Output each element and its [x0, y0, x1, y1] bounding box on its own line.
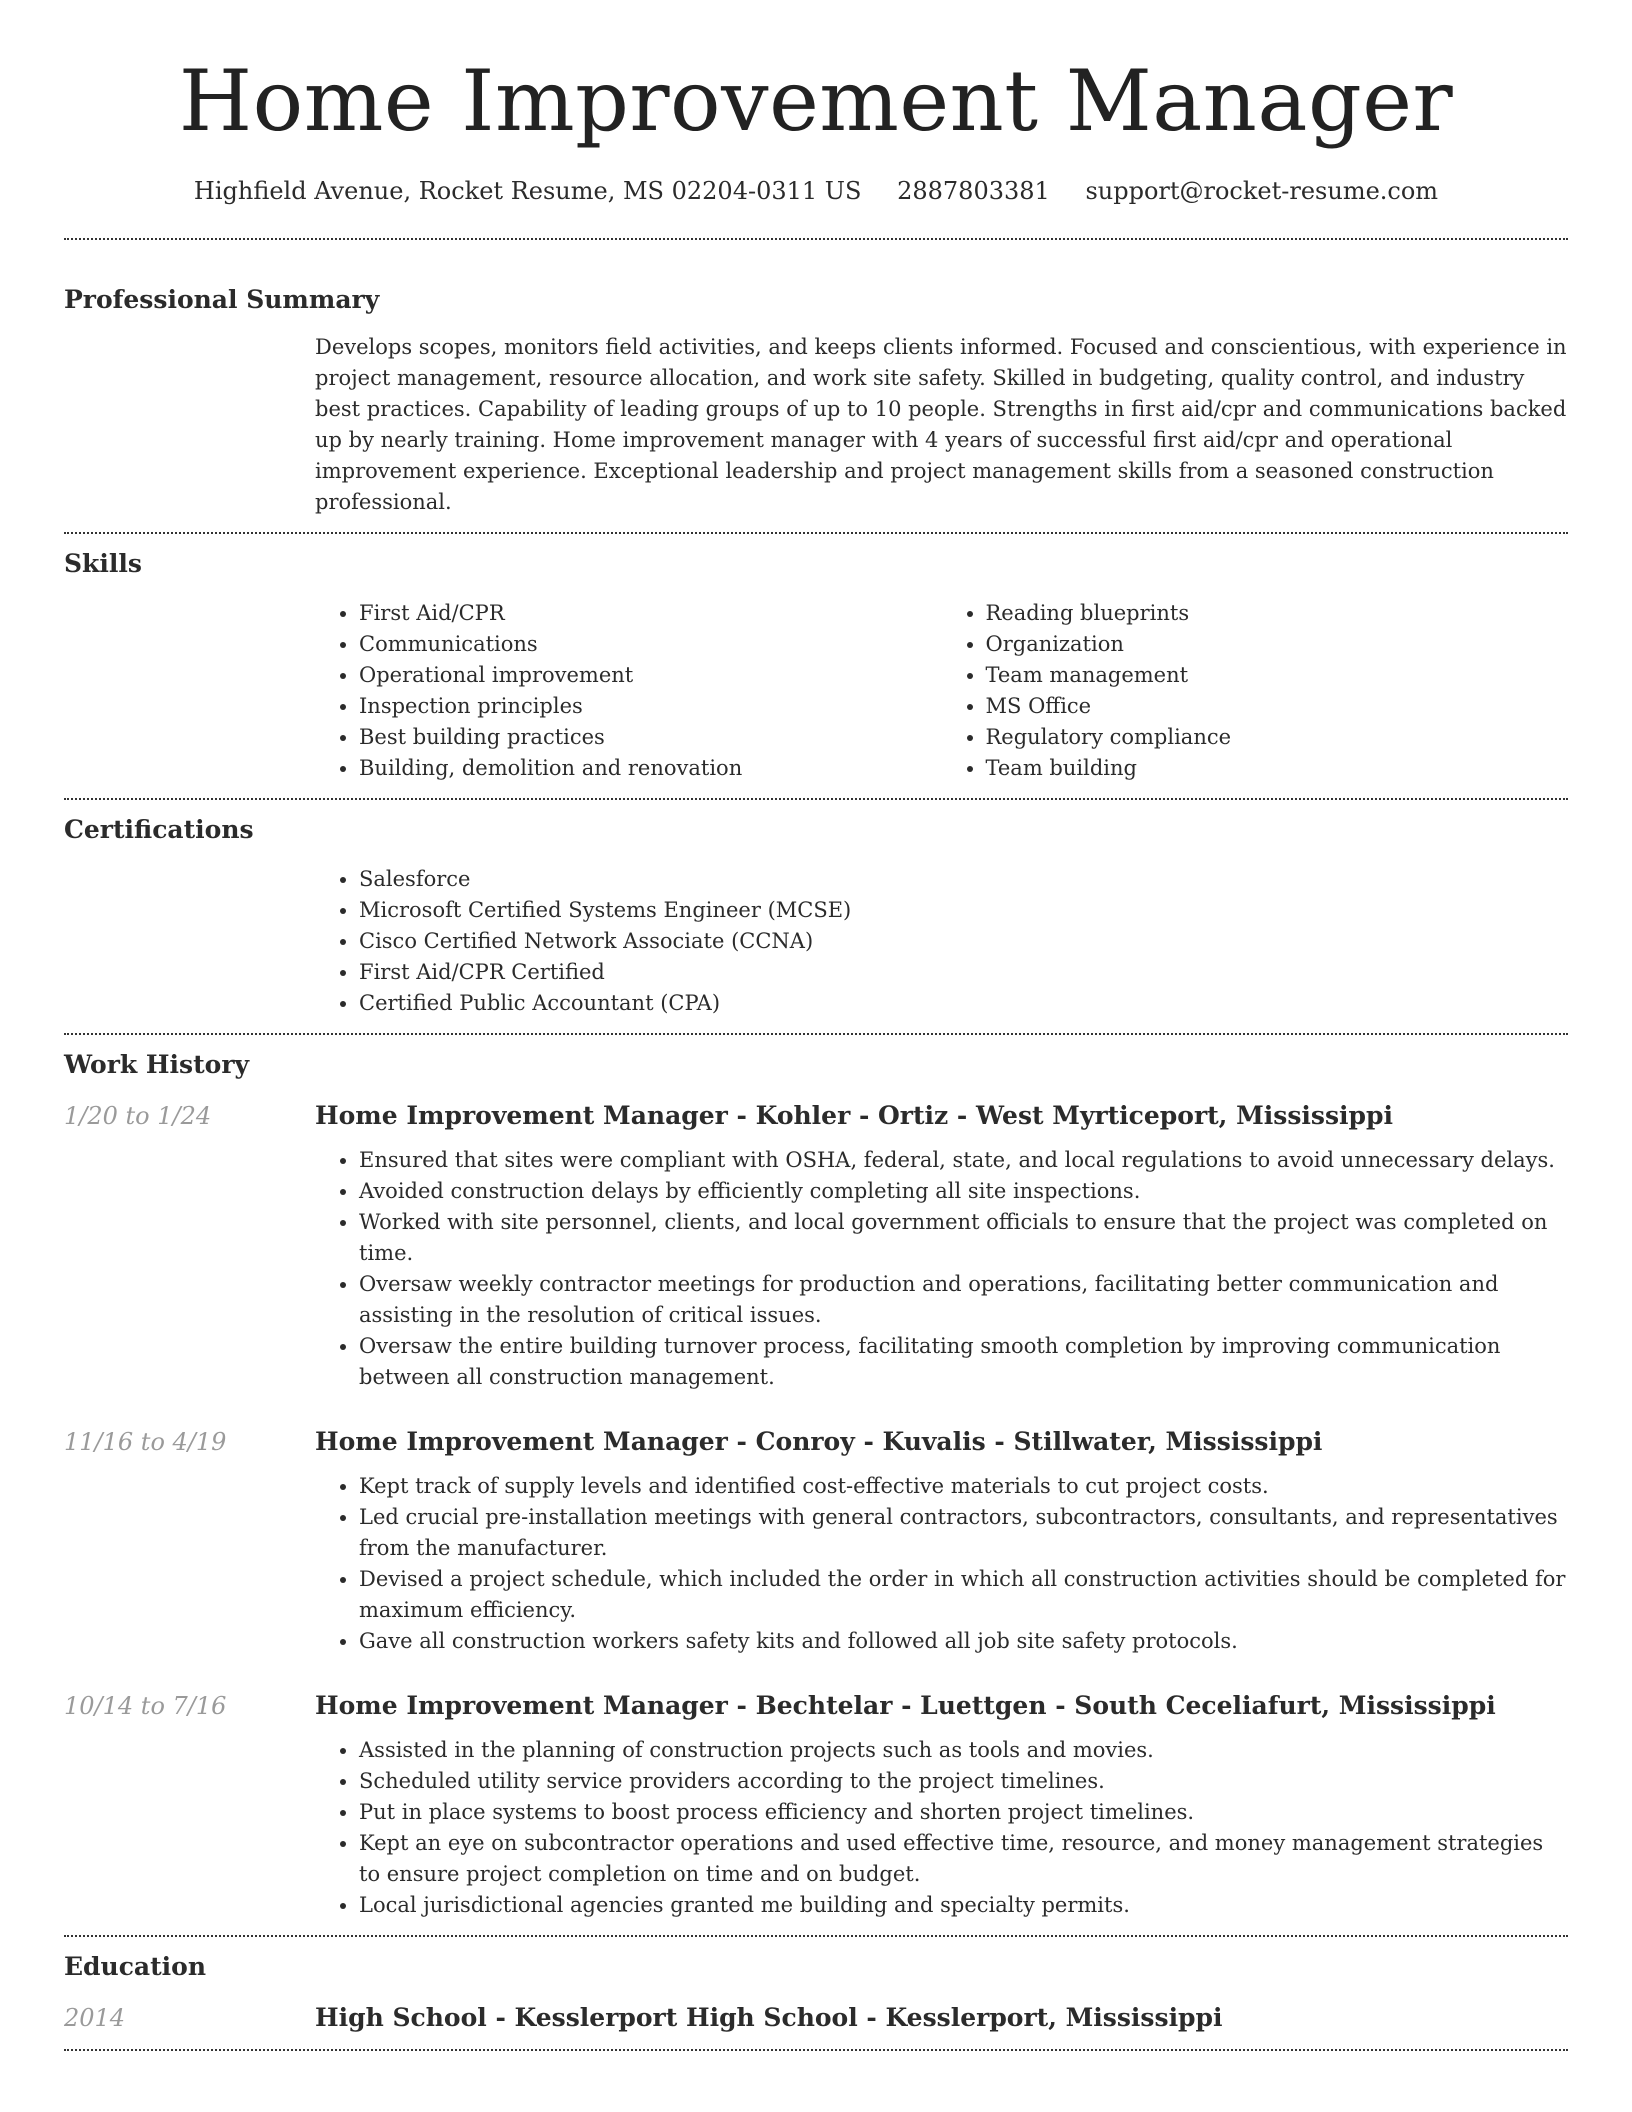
job-entry: [64, 1099, 1568, 1393]
job-bullet: • Put in place systems to boost process efficiency and shorten project timelines.: [359, 1797, 1568, 1828]
candidate-name: Home Improvement Manager: [178, 52, 1454, 150]
job-title: Home Improvement Manager - Bechtelar - Luettgen - South Ceceliafurt, Mississippi: [315, 1691, 1496, 1720]
job-bullets: [315, 1471, 1568, 1657]
education-entry: [64, 2001, 1568, 2049]
job-bullet: • Worked with site personnel, clients, and local government officials to ensure that the project was completed on time.: [359, 1207, 1568, 1269]
section-title-skills: Skills: [64, 549, 142, 578]
job-bullet: • Devised a project schedule, which included the order in which all construction activities should be completed for maximum efficiency.: [359, 1564, 1568, 1626]
skill-item: • Operational improvement: [359, 660, 942, 691]
certification-item: • Cisco Certified Network Associate (CCNA): [359, 926, 1568, 957]
skill-item: • Regulatory compliance: [986, 722, 1569, 753]
resume-page: [64, 0, 1568, 2051]
certification-item: • Certified Public Accountant (CPA): [359, 988, 1568, 1019]
job-bullets: [315, 1145, 1568, 1393]
address: Highfield Avenue, Rocket Resume, MS 02204-0311 US: [193, 177, 862, 205]
certification-item: • Microsoft Certified Systems Engineer (MCSE): [359, 895, 1568, 926]
job-entry: [64, 1689, 1568, 1935]
section-title-education: Education: [64, 1952, 207, 1981]
skills-section: [64, 534, 1568, 798]
certification-item: • Salesforce: [359, 864, 1568, 895]
job-bullet: • Kept an eye on subcontractor operations and used effective time, resource, and money management strategies to ensure project completion on time and on budget.: [359, 1828, 1568, 1890]
summary-section: [64, 240, 1568, 532]
phone: 2887803381: [897, 177, 1050, 205]
skill-item: • Best building practices: [359, 722, 942, 753]
skill-item: • Organization: [986, 629, 1569, 660]
job-bullet: • Oversaw weekly contractor meetings for production and operations, facilitating better communication and assisting in the resolution of critical issues.: [359, 1269, 1568, 1331]
section-title-work-history: Work History: [64, 1050, 250, 1079]
job-bullet: • Gave all construction workers safety kits and followed all job site safety protocols.: [359, 1626, 1568, 1657]
education-section: [64, 1937, 1568, 2049]
section-title-certifications: Certifications: [64, 815, 254, 844]
education-title: High School - Kesslerport High School - Kesslerport, Mississippi: [315, 2003, 1223, 2032]
job-bullets: [315, 1735, 1568, 1935]
certifications-list: [315, 864, 1568, 1019]
job-bullet: • Oversaw the entire building turnover process, facilitating smooth completion by improving communication between all construction management.: [359, 1331, 1568, 1393]
job-dates: 1/20 to 1/24: [64, 1102, 212, 1130]
skill-item: • Team building: [986, 753, 1569, 784]
job-dates: 10/14 to 7/16: [64, 1692, 227, 1720]
skills-list-right: [942, 598, 1569, 784]
divider: [64, 2049, 1568, 2051]
job-title: Home Improvement Manager - Kohler - Ortiz - West Myrticeport, Mississippi: [315, 1101, 1394, 1130]
section-title-summary: Professional Summary: [64, 285, 380, 314]
job-bullet: • Ensured that sites were compliant with OSHA, federal, state, and local regulations to avoid unnecessary delays.: [359, 1145, 1568, 1176]
contact-line: [64, 174, 1568, 208]
skill-item: • First Aid/CPR: [359, 598, 942, 629]
certifications-section: [64, 800, 1568, 1033]
skill-item: • MS Office: [986, 691, 1569, 722]
email: support@rocket-resume.com: [1085, 177, 1439, 205]
job-bullet: • Avoided construction delays by efficiently completing all site inspections.: [359, 1176, 1568, 1207]
job-title: Home Improvement Manager - Conroy - Kuvalis - Stillwater, Mississippi: [315, 1427, 1323, 1456]
job-bullet: • Assisted in the planning of construction projects such as tools and movies.: [359, 1735, 1568, 1766]
work-history-section: [64, 1035, 1568, 1935]
skill-item: • Communications: [359, 629, 942, 660]
certification-item: • First Aid/CPR Certified: [359, 957, 1568, 988]
job-bullet: • Scheduled utility service providers according to the project timelines.: [359, 1766, 1568, 1797]
job-dates: 11/16 to 4/19: [64, 1428, 227, 1456]
job-bullet: • Kept track of supply levels and identified cost-effective materials to cut project costs.: [359, 1471, 1568, 1502]
skills-list-left: [315, 598, 942, 784]
education-year: 2014: [64, 2004, 126, 2032]
summary-text: Develops scopes, monitors field activities, and keeps clients informed. Focused and conscientious, with experience in project management, resource allocation, and work site safety. Skilled in budgeting, quality control, and industry best practices. Capability of leading groups of up to 10 people. Strengths in first aid/cpr and communications backed up by nearly training. Home improvement manager with 4 years of successful first aid/cpr and operational improvement experience. Exceptional leadership and project management skills from a seasoned construction professional.: [315, 335, 1567, 514]
skill-item: • Team management: [986, 660, 1569, 691]
job-entry: [64, 1425, 1568, 1657]
job-bullet: • Local jurisdictional agencies granted me building and specialty permits.: [359, 1890, 1568, 1921]
skill-item: • Reading blueprints: [986, 598, 1569, 629]
skill-item: • Inspection principles: [359, 691, 942, 722]
job-bullet: • Led crucial pre-installation meetings with general contractors, subcontractors, consultants, and representatives from the manufacturer.: [359, 1502, 1568, 1564]
skill-item: • Building, demolition and renovation: [359, 753, 942, 784]
